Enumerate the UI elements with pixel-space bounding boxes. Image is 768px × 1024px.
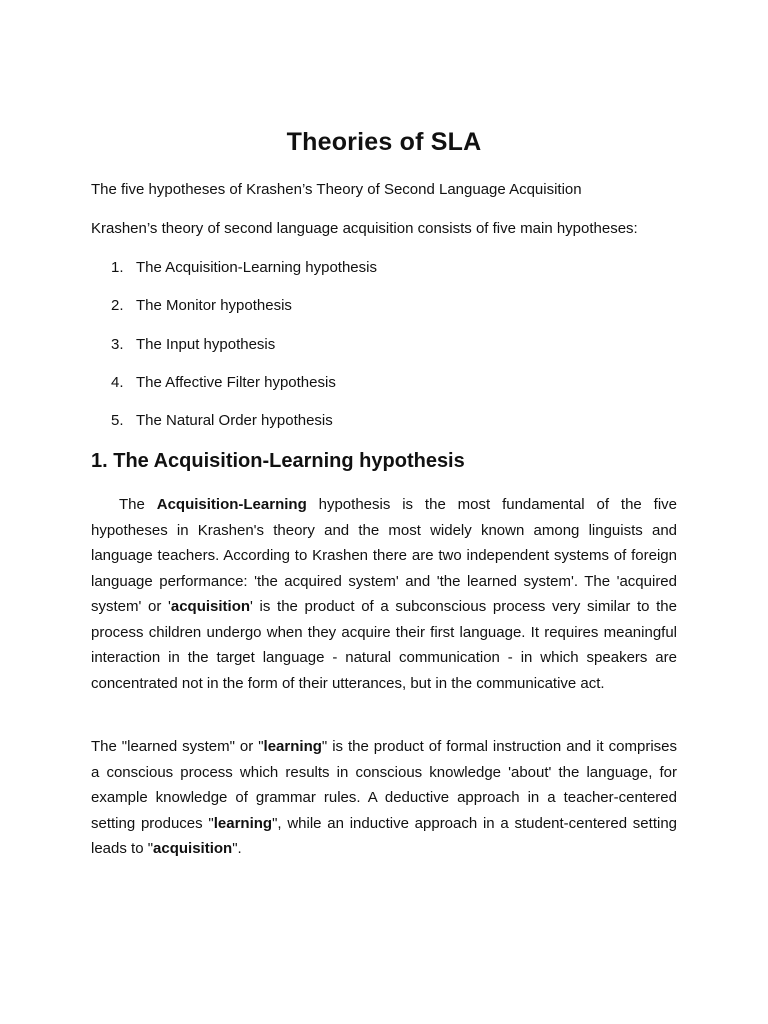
list-item-number: 1.	[111, 259, 124, 276]
page-title: Theories of SLA	[286, 128, 482, 156]
list-item-number: 5.	[111, 412, 124, 430]
list-item	[111, 411, 377, 449]
paragraph-acquisition	[91, 492, 677, 696]
hypotheses-list	[111, 258, 377, 449]
list-item-number: 2.	[111, 297, 124, 315]
bold-term: acquisition	[170, 598, 251, 615]
bold-term: learning	[213, 814, 273, 832]
bold-term: Acquisition-Learning	[156, 496, 307, 513]
list-item-number: 3.	[111, 335, 124, 353]
list-item	[111, 373, 377, 411]
intro-text: Krashen’s theory of second language acquisition consists of five main hypotheses:	[91, 220, 638, 237]
section-heading: 1. The Acquisition-Learning hypothesis	[91, 450, 465, 472]
list-item	[111, 335, 377, 373]
list-item-text: The Acquisition-Learning hypothesis	[136, 259, 377, 276]
paragraph-learning	[91, 734, 677, 862]
list-item-text: The Monitor hypothesis	[136, 297, 292, 315]
text-run: ' is the product of a subconscious process very similar to the process children undergo when they acquire their first language. It requires meaningful interaction in the target language - natural communication - in which speakers are concentrated not in the form of their utterances, but in the communicative act.	[91, 598, 677, 692]
text-run: The "learned system" or "	[91, 738, 264, 755]
text-run: " is the product of formal instruction and it comprises a conscious process which results in conscious knowledge 'about' the language, for example knowledge of grammar rules. A deductive approach in a teacher-centered setting produces "	[91, 738, 677, 832]
bold-term: acquisition	[153, 840, 233, 857]
text-run: ".	[232, 840, 242, 857]
list-item-text: The Natural Order hypothesis	[136, 412, 333, 430]
text-run: ", while an inductive approach in a student-centered setting leads to "	[91, 814, 678, 857]
list-item	[111, 296, 377, 334]
list-item	[111, 258, 377, 296]
bold-term: learning	[263, 738, 322, 755]
list-item-text: The Input hypothesis	[136, 335, 276, 353]
list-item-number: 4.	[111, 373, 124, 391]
text-run: The	[119, 496, 157, 513]
list-item-text: The Affective Filter hypothesis	[136, 373, 336, 391]
text-run: hypothesis is the most fundamental of the five hypotheses in Krashen's theory and the most widely known among linguists and language teachers. According to Krashen there are two independent systems of foreign language performance: 'the acquired system' and 'the learned system'. The 'acquired system' or '	[91, 496, 677, 615]
subtitle: The five hypotheses of Krashen’s Theory of Second Language Acquisition	[91, 181, 582, 198]
